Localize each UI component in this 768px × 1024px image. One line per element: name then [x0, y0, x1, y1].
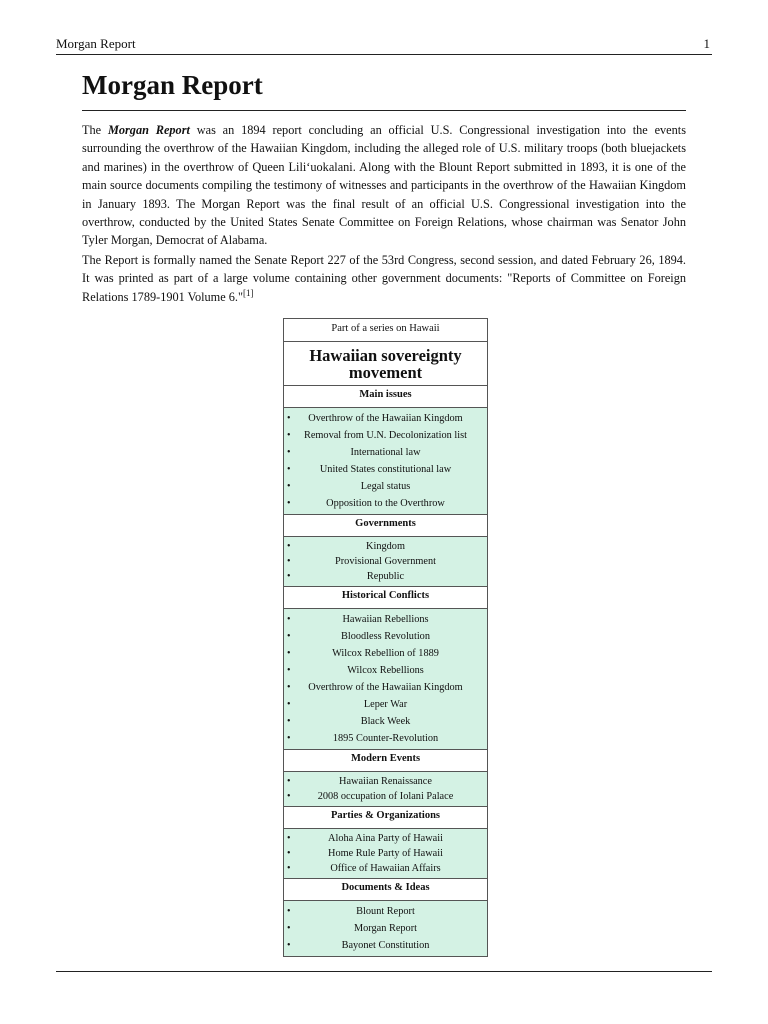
intro-lead: The [82, 123, 108, 137]
infobox-item-link[interactable]: Bayonet Constitution [341, 940, 430, 951]
infobox-list-item [284, 410, 487, 427]
bullet-icon: • [287, 571, 291, 582]
series-infobox [283, 318, 488, 957]
title-divider [82, 110, 686, 111]
bullet-icon: • [287, 413, 291, 424]
infobox-item-link[interactable]: 2008 occupation of Iolani Palace [317, 791, 454, 802]
bullet-icon: • [287, 464, 291, 475]
bullet-icon: • [287, 541, 291, 552]
infobox-section-title: Main issues [284, 386, 487, 408]
infobox-list-item [284, 539, 487, 554]
bullet-icon: • [287, 863, 291, 874]
bullet-icon: • [287, 848, 291, 859]
infobox-item-link[interactable]: Hawaiian Rebellions [342, 614, 429, 625]
bullet-icon: • [287, 447, 291, 458]
infobox-item-link[interactable]: Kingdom [366, 541, 405, 552]
infobox-section-title: Documents & Ideas [284, 879, 487, 901]
infobox-item-link[interactable]: United States constitutional law [319, 464, 452, 475]
intro-paragraph [82, 121, 686, 250]
bullet-icon: • [287, 648, 291, 659]
infobox-caption: Part of a series on Hawaii [284, 319, 487, 342]
infobox-item-link[interactable]: Republic [366, 571, 405, 582]
infobox-list-item [284, 611, 487, 628]
infobox-list-item [284, 903, 487, 920]
infobox-list-item [284, 861, 487, 876]
bullet-icon: • [287, 833, 291, 844]
bullet-icon: • [287, 699, 291, 710]
infobox-list-item [284, 478, 487, 495]
running-header-title: Morgan Report [56, 36, 136, 51]
infobox-item-link[interactable]: Hawaiian Renaissance [339, 776, 432, 787]
bullet-icon: • [287, 716, 291, 727]
infobox-item-link[interactable]: Overthrow of the Hawaiian Kingdom [308, 413, 463, 424]
infobox-heading[interactable]: Hawaiian sovereignty movement [284, 342, 487, 386]
infobox-sections [284, 386, 487, 957]
infobox-item-link[interactable]: Office of Hawaiian Affairs [330, 863, 441, 874]
bullet-icon: • [287, 923, 291, 934]
infobox-item-link[interactable]: Blount Report [356, 906, 415, 917]
bullet-icon: • [287, 481, 291, 492]
infobox-list-item [284, 920, 487, 937]
infobox-item-link[interactable]: Overthrow of the Hawaiian Kingdom [308, 682, 463, 693]
infobox-item-link[interactable]: Removal from U.N. Decolonization list [303, 430, 467, 441]
infobox-list-item [284, 645, 487, 662]
infobox-list-item [284, 461, 487, 478]
infobox-section-list [284, 408, 487, 515]
infobox-list-item [284, 495, 487, 512]
citation-link[interactable]: [1] [243, 287, 254, 298]
running-header [56, 36, 712, 55]
infobox-item-link[interactable]: Aloha Aina Party of Hawaii [328, 833, 443, 844]
infobox-list-item [284, 679, 487, 696]
infobox-section-title: Parties & Organizations [284, 807, 487, 829]
bullet-icon: • [287, 682, 291, 693]
infobox-list-item [284, 846, 487, 861]
infobox-section-list [284, 901, 487, 957]
bullet-icon: • [287, 776, 291, 787]
infobox-list-item [284, 696, 487, 713]
infobox-section-list [284, 829, 487, 879]
infobox-item-link[interactable]: 1895 Counter-Revolution [332, 733, 439, 744]
infobox-list-item [284, 662, 487, 679]
infobox-item-link[interactable]: Opposition to the Overthrow [326, 498, 445, 509]
infobox-section-list [284, 772, 487, 807]
infobox-list-item [284, 628, 487, 645]
bullet-icon: • [287, 556, 291, 567]
article-title: Morgan Report [82, 70, 263, 100]
infobox-item-link[interactable]: Leper War [363, 699, 408, 710]
bullet-icon: • [287, 498, 291, 509]
infobox-list-item [284, 831, 487, 846]
infobox-item-link[interactable]: Black Week [360, 716, 411, 727]
bullet-icon: • [287, 430, 291, 441]
bullet-icon: • [287, 665, 291, 676]
formal-name-paragraph-text: The Report is formally named the Senate Report 227 of the 53rd Congress, second session, and dated February 26, 1894. It was printed as part of a large volume containing other government documents: "Reports of Committee on Foreign Relations 1789-1901 Volume 6." [82, 253, 686, 304]
infobox-list-item [284, 730, 487, 747]
bullet-icon: • [287, 631, 291, 642]
bullet-icon: • [287, 733, 291, 744]
infobox-list-item [284, 427, 487, 444]
bullet-icon: • [287, 940, 291, 951]
bullet-icon: • [287, 614, 291, 625]
formal-name-paragraph [82, 251, 686, 306]
bullet-icon: • [287, 791, 291, 802]
infobox-list-item [284, 937, 487, 954]
infobox-section-title: Governments [284, 515, 487, 537]
report-name-emphasis: Morgan Report [107, 123, 190, 137]
infobox-item-link[interactable]: Home Rule Party of Hawaii [328, 848, 443, 859]
infobox-item-link[interactable]: Wilcox Rebellions [347, 665, 424, 676]
infobox-section-list [284, 537, 487, 587]
infobox-item-link[interactable]: Morgan Report [353, 923, 417, 934]
infobox-list-item [284, 713, 487, 730]
infobox-item-link[interactable]: Bloodless Revolution [341, 631, 430, 642]
infobox-list-item [284, 569, 487, 584]
infobox-item-link[interactable]: Provisional Government [335, 556, 436, 567]
infobox-section-list [284, 609, 487, 750]
infobox-section-title: Modern Events [284, 750, 487, 772]
infobox-item-link[interactable]: Legal status [360, 481, 411, 492]
infobox-list-item [284, 789, 487, 804]
page-number: 1 [703, 36, 710, 51]
infobox-item-link[interactable]: Wilcox Rebellion of 1889 [332, 648, 439, 659]
infobox-list-item [284, 554, 487, 569]
footer-divider [56, 971, 712, 972]
intro-paragraph-text: was an 1894 report concluding an official U.S. Congressional investigation into the events surrounding the overthrow of the Hawaiian Kingdom, including the alleged role of U.S. military troops (both bluejackets and marines) in the overthrow of Queen Liliʻuokalani. Along with the Blount Report submitted in 1893, it is one of the main source documents compiling the testimony of witnesses and participants in the overthrow of the Hawaiian Kingdom in January 1893. The Morgan Report was the final result of an official U.S. Congressional investigation into the overthrow, conducted by the United States Senate Committee on Foreign Relations, whose chairman was Senator John Tyler Morgan, Democrat of Alabama. [82, 123, 686, 248]
infobox-list-item [284, 444, 487, 461]
infobox-list-item [284, 774, 487, 789]
infobox-item-link[interactable]: International law [350, 447, 421, 458]
infobox-section-title: Historical Conflicts [284, 587, 487, 609]
bullet-icon: • [287, 906, 291, 917]
